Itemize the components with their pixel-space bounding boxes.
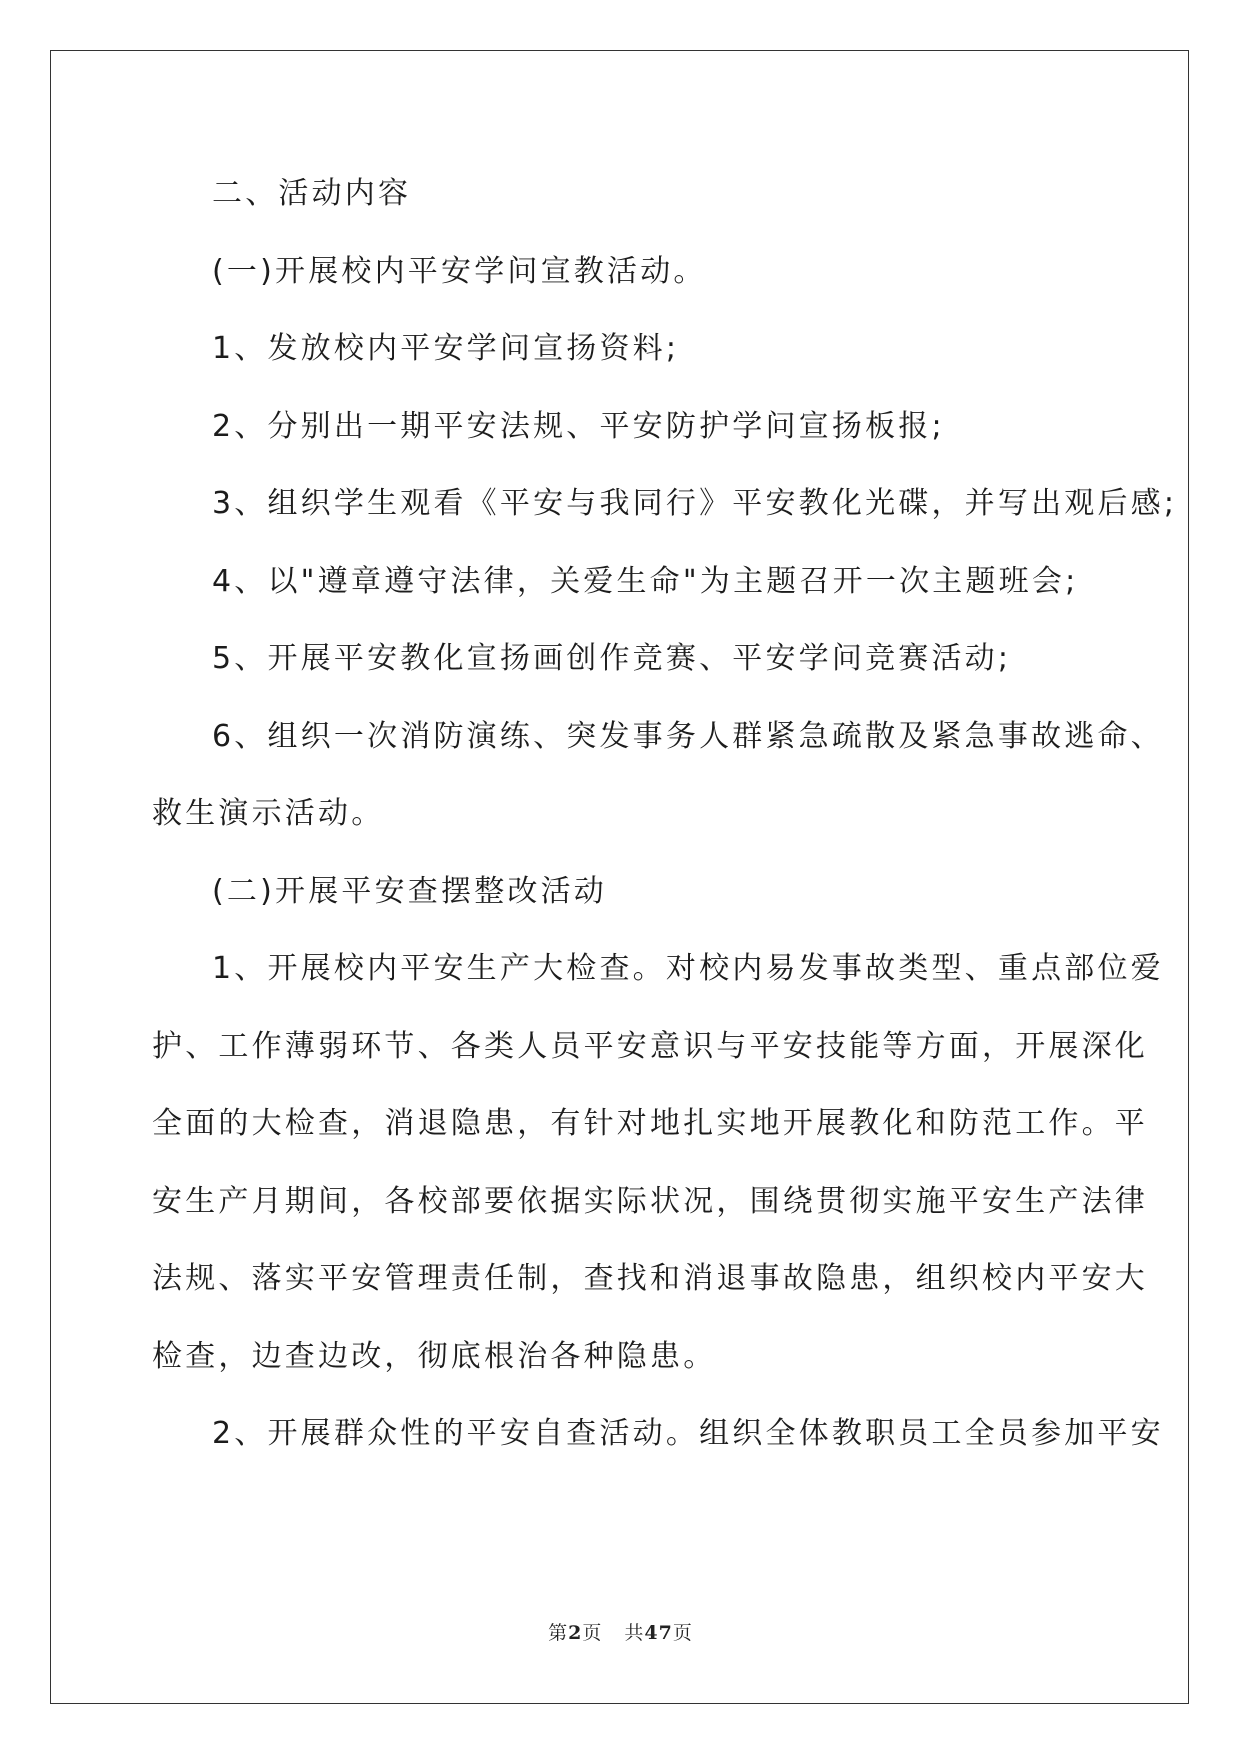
paragraph-line: 1、开展校内平安生产大检查。对校内易发事故类型、重点部位爱 (212, 951, 1164, 986)
list-item: 1、发放校内平安学问宣扬资料; (212, 331, 680, 366)
paragraph-line: 2、开展群众性的平安自查活动。组织全体教职员工全员参加平安 (212, 1416, 1164, 1451)
page-number: 2 (568, 1622, 583, 1644)
document-body (152, 168, 1178, 1486)
list-item: 2、分别出一期平安法规、平安防护学问宣扬板报; (212, 408, 945, 444)
paragraph-line: 全面的大检查，消退隐患，有针对地扎实地开展教化和防范工作。平 (152, 1106, 1148, 1141)
subsection-heading: (一)开展校内平安学问宣教活动。 (212, 253, 707, 289)
page-footer (0, 1618, 1241, 1645)
total-label-suffix: 页 (672, 1622, 693, 1644)
paragraph-line: 法规、落实平安管理责任制，查找和消退事故隐患，组织校内平安大 (152, 1261, 1148, 1296)
subsection-heading: (二)开展平安查摆整改活动 (212, 873, 608, 909)
page-label-suffix: 页 (582, 1622, 603, 1644)
list-item: 3、组织学生观看《平安与我同行》平安教化光碟，并写出观后感; (212, 486, 1178, 521)
paragraph-line: 护、工作薄弱环节、各类人员平安意识与平安技能等方面，开展深化 (152, 1028, 1148, 1064)
list-item-continuation: 救生演示活动。 (152, 796, 385, 831)
list-item: 5、开展平安教化宣扬画创作竞赛、平安学问竞赛活动; (212, 641, 1012, 676)
total-pages: 47 (644, 1622, 673, 1644)
list-item: 6、组织一次消防演练、突发事务人群紧急疏散及紧急事故逃命、 (212, 718, 1164, 754)
section-heading: 二、活动内容 (212, 176, 412, 211)
paragraph-line: 检查，边查边改，彻底根治各种隐患。 (152, 1338, 717, 1374)
total-label-prefix: 共 (624, 1622, 645, 1644)
list-item: 4、以"遵章遵守法律，关爱生命"为主题召开一次主题班会; (212, 563, 1079, 599)
page-label-prefix: 第 (548, 1622, 569, 1644)
paragraph-line: 安生产月期间，各校部要依据实际状况，围绕贯彻实施平安生产法律 (152, 1183, 1148, 1219)
